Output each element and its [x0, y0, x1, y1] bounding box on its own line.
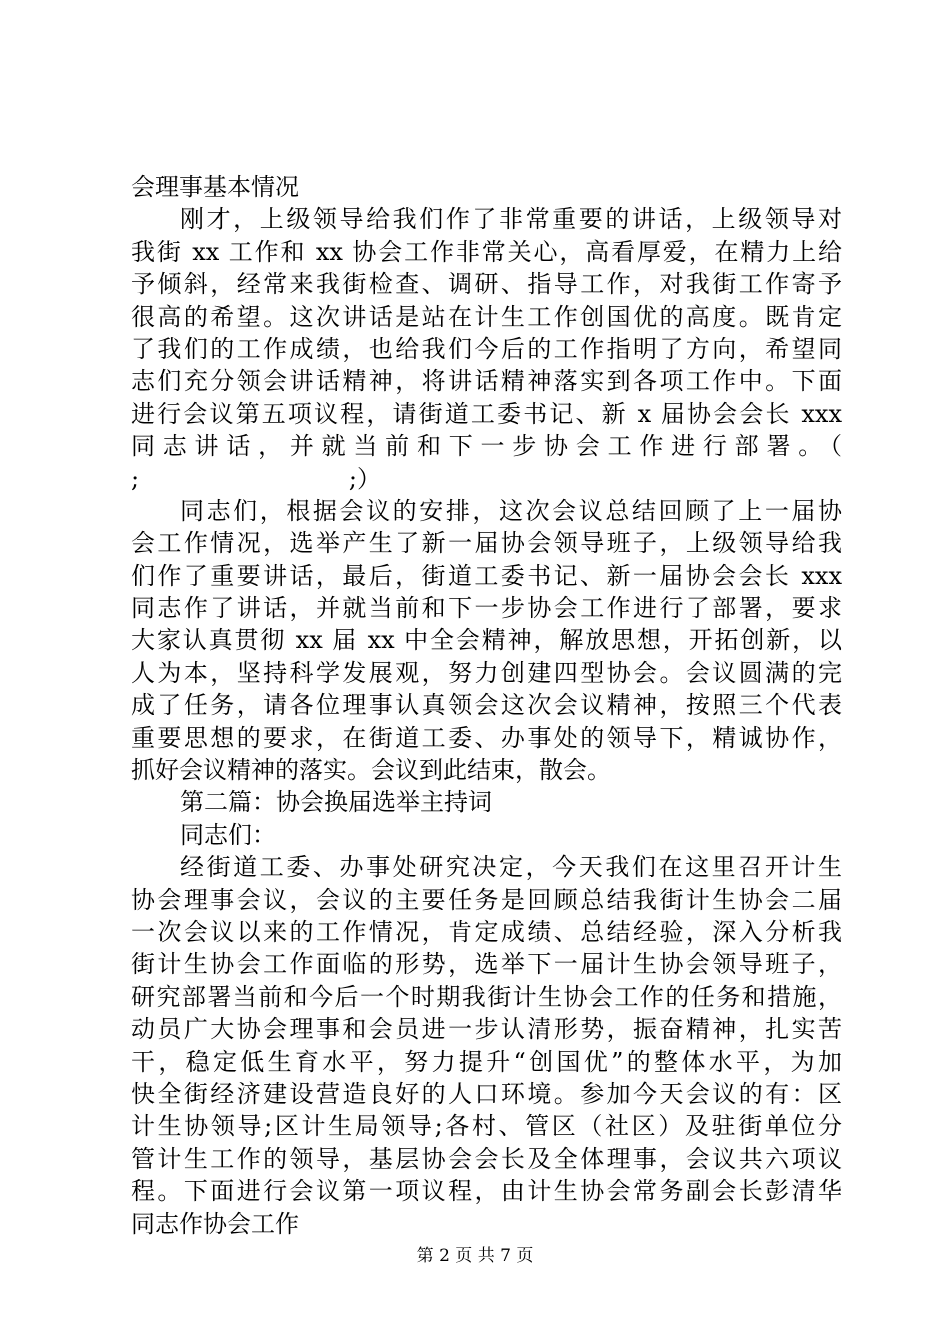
- text-line: 会理事基本情况: [131, 173, 299, 201]
- text-line: 管计生工作的领导，基层协会会长及全体理事，会议共六项议: [131, 1144, 842, 1173]
- text-line: 很高的希望。这次讲话是站在计生工作创国优的高度。既肯定: [131, 302, 842, 331]
- text-line: 人为本，坚持科学发展观，努力创建四型协会。会议圆满的完: [131, 658, 842, 687]
- text-fragment: ;: [131, 464, 140, 493]
- text-line: 动员广大协会理事和会员进一步认清形势，振奋精神，扎实苦: [131, 1015, 842, 1044]
- punctuation-line: [131, 463, 381, 495]
- text-line: 一次会议以来的工作情况，肯定成绩、总结经验，深入分析我: [131, 917, 842, 946]
- text-line: 重要思想的要求，在街道工委、办事处的领导下，精诚协作，: [131, 723, 842, 752]
- text-line: 研究部署当前和今后一个时期我街计生协会工作的任务和措施，: [131, 982, 842, 1011]
- text-line: 们作了重要讲话，最后，街道工委书记、新一届协会会长 xxx: [131, 561, 842, 590]
- text-line: 进行会议第五项议程，请街道工委书记、新 x 届协会会长 xxx: [131, 399, 842, 428]
- text-line: 抓好会议精神的落实。会议到此结束，散会。: [131, 756, 611, 785]
- text-line: 同志作了讲话，并就当前和下一步协会工作进行了部署，要求: [131, 594, 842, 623]
- text-line: 大家认真贯彻 xx 届 xx 中全会精神，解放思想，开拓创新，以: [131, 626, 842, 655]
- paragraph-start-line: 同志们，根据会议的安排，这次会议总结回顾了上一届协: [180, 496, 842, 525]
- text-line: 志们充分领会讲话精神，将讲话精神落实到各项工作中。下面: [131, 367, 842, 396]
- text-fragment: ;）: [348, 464, 381, 493]
- text-line: 计生协领导;区计生局领导;各村、管区（社区）及驻街单位分: [131, 1112, 842, 1141]
- paragraph-start-line: 经街道工委、办事处研究决定，今天我们在这里召开计生: [180, 853, 842, 882]
- page-number-footer: 第 2 页 共 7 页: [416, 1246, 534, 1266]
- text-line: 干，稳定低生育水平，努力提升“创国优”的整体水平，为加: [131, 1047, 842, 1076]
- text-line: 程。下面进行会议第一项议程，由计生协会常务副会长彭清华: [131, 1177, 842, 1206]
- text-line: 街计生协会工作面临的形势，选举下一届计生协会领导班子，: [131, 950, 842, 979]
- text-line: 协会理事会议，会议的主要任务是回顾总结我街计生协会二届: [131, 885, 842, 914]
- text-line: 同志作协会工作: [131, 1209, 299, 1238]
- text-line: 予倾斜，经常来我街检查、调研、指导工作，对我街工作寄予: [131, 270, 842, 299]
- salutation: 同志们：: [180, 820, 276, 849]
- section-heading: 第二篇：协会换届选举主持词: [180, 788, 492, 817]
- text-line: 了我们的工作成绩，也给我们今后的工作指明了方向，希望同: [131, 334, 842, 363]
- text-line: 成了任务，请各位理事认真领会这次会议精神，按照三个代表: [131, 691, 842, 720]
- text-line: 同志讲话，并就当前和下一步协会工作进行部署。（: [131, 432, 842, 461]
- text-line: 快全街经济建设营造良好的人口环境。参加今天会议的有：区: [131, 1079, 842, 1108]
- document-body: [131, 171, 842, 1240]
- paragraph-start-line: 刚才，上级领导给我们作了非常重要的讲话，上级领导对: [180, 205, 842, 234]
- text-line: 我街 xx 工作和 xx 协会工作非常关心，高看厚爱，在精力上给: [131, 237, 842, 266]
- text-line: 会工作情况，选举产生了新一届协会领导班子，上级领导给我: [131, 529, 842, 558]
